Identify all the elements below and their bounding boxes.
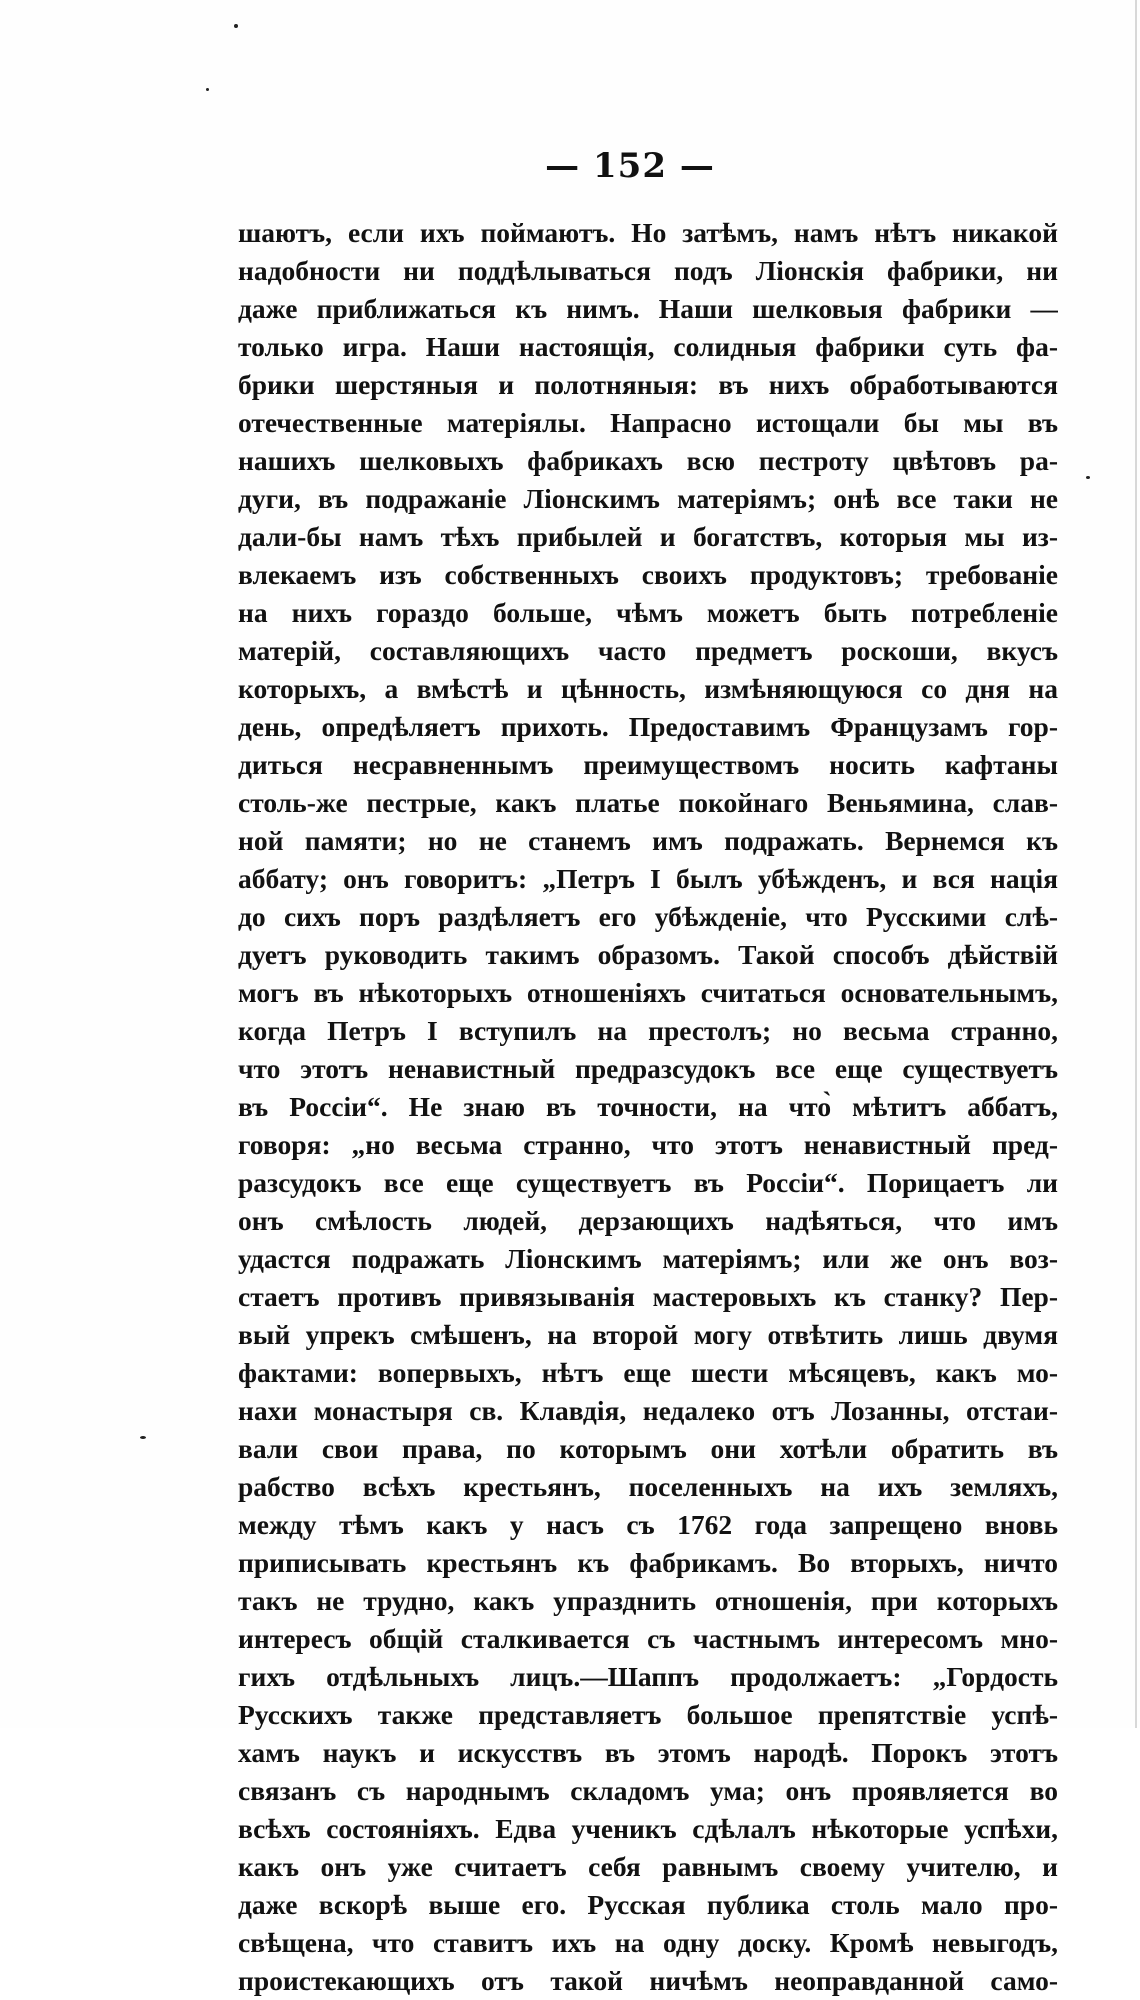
text-line: матерій, составляющихъ часто предметъ роскоши, вкусъ (238, 635, 1058, 666)
text-line: онъ смѣлость людей, дерзающихъ надѣяться, что имъ (238, 1205, 1058, 1236)
text-line: даже приближаться къ нимъ. Наши шелковыя фабрики — (238, 293, 1058, 324)
text-line: могъ въ нѣкоторыхъ отношеніяхъ считаться основательнымъ, (238, 977, 1058, 1008)
text-line: дуетъ руководить такимъ образомъ. Такой способъ дѣйствій (238, 939, 1058, 970)
text-line: даже вскорѣ выше его. Русская публика столь мало про- (238, 1889, 1058, 1920)
text-line: влекаемъ изъ собственныхъ своихъ продуктовъ; требованіе (238, 559, 1058, 590)
text-line: проистекающихъ отъ такой ничѣмъ неоправданной само- (238, 1965, 1058, 1996)
text-line: говоря: „но весьма странно, что этотъ ненавистный пред- (238, 1129, 1058, 1160)
text-line: хамъ наукъ и искусствъ въ этомъ народѣ. Порокъ этотъ (238, 1737, 1058, 1768)
text-line: вали свои права, по которымъ они хотѣли обратить въ (238, 1433, 1058, 1464)
text-line: ной памяти; но не станемъ имъ подражать. Вернемся къ (238, 825, 1058, 856)
text-line: нахи монастыря св. Клавдія, недалеко отъ Лозанны, отстаи- (238, 1395, 1058, 1426)
text-line: что этотъ ненавистный предразсудокъ все еще существуетъ (238, 1053, 1058, 1084)
scan-speck (234, 24, 238, 28)
text-line: дали-бы намъ тѣхъ прибылей и богатствъ, которыя мы из- (238, 521, 1058, 552)
text-line: какъ онъ уже считаетъ себя равнымъ своему учителю, и (238, 1851, 1058, 1882)
text-line: надобности ни поддѣлываться подъ Ліонскія фабрики, ни (238, 255, 1058, 286)
text-line: шаютъ, если ихъ поймаютъ. Но затѣмъ, намъ нѣтъ никакой (238, 217, 1058, 248)
text-line: на нихъ гораздо больше, чѣмъ можетъ быть потребленіе (238, 597, 1058, 628)
text-line: день, опредѣляетъ прихоть. Предоставимъ Французамъ гор- (238, 711, 1058, 742)
text-line: Русскихъ также представляетъ большое препятствіе успѣ- (238, 1699, 1058, 1730)
scan-speck (206, 88, 209, 91)
text-line: фактами: вопервыхъ, нѣтъ еще шести мѣсяцевъ, какъ мо- (238, 1357, 1058, 1388)
text-line: гихъ отдѣльныхъ лицъ.—Шаппъ продолжаетъ: „Гордость (238, 1661, 1058, 1692)
text-line: такъ не трудно, какъ упразднить отношенія, при которыхъ (238, 1585, 1058, 1616)
text-line: брики шерстяныя и полотняныя: въ нихъ обработываются (238, 369, 1058, 400)
text-line: нашихъ шелковыхъ фабрикахъ всю пестроту цвѣтовъ ра- (238, 445, 1058, 476)
text-line: свѣщена, что ставитъ ихъ на одну доску. Кромѣ невыгодъ, (238, 1927, 1058, 1958)
scan-speck (140, 1436, 146, 1439)
text-line: которыхъ, а вмѣстѣ и цѣнность, измѣняющуюся со дня на (238, 673, 1058, 704)
text-line: вый упрекъ смѣшенъ, на второй могу отвѣтить лишь двумя (238, 1319, 1058, 1350)
text-line: удастся подражать Ліонскимъ матеріямъ; или же онъ воз- (238, 1243, 1058, 1274)
page-edge-shadow (1135, 0, 1137, 1728)
text-line: въ Россіи“. Не знаю въ точности, на что̀ мѣтитъ аббатъ, (238, 1091, 1058, 1122)
text-line: диться несравненнымъ преимуществомъ носить кафтаны (238, 749, 1058, 780)
text-line: интересъ общій сталкивается съ частнымъ интересомъ мно- (238, 1623, 1058, 1654)
text-line: аббату; онъ говоритъ: „Петръ I былъ убѣжденъ, и вся нація (238, 863, 1058, 894)
text-line: до сихъ поръ раздѣляетъ его убѣжденіе, что Русскими слѣ- (238, 901, 1058, 932)
text-line: стаетъ противъ привязыванія мастеровыхъ къ станку? Пер- (238, 1281, 1058, 1312)
text-line: разсудокъ все еще существуетъ въ Россіи“. Порицаетъ ли (238, 1167, 1058, 1198)
text-line: приписывать крестьянъ къ фабрикамъ. Во вторыхъ, ничто (238, 1547, 1058, 1578)
text-line: рабство всѣхъ крестьянъ, поселенныхъ на ихъ земляхъ, (238, 1471, 1058, 1502)
text-line: отечественные матеріялы. Напрасно истощали бы мы въ (238, 407, 1058, 438)
text-line: столь-же пестрые, какъ платье покойнаго Веньямина, слав- (238, 787, 1058, 818)
page-number: — 152 — (545, 146, 715, 186)
text-line: между тѣмъ какъ у насъ съ 1762 года запрещено вновь (238, 1509, 1058, 1540)
text-line: всѣхъ состояніяхъ. Едва ученикъ сдѣлалъ нѣкоторые успѣхи, (238, 1813, 1058, 1844)
text-line: связанъ съ народнымъ складомъ ума; онъ проявляется во (238, 1775, 1058, 1806)
scan-speck (1086, 476, 1090, 479)
text-line: только игра. Наши настоящія, солидныя фабрики суть фа- (238, 331, 1058, 362)
body-text (238, 214, 1058, 2000)
text-line: когда Петръ I вступилъ на престолъ; но весьма странно, (238, 1015, 1058, 1046)
text-line: дуги, въ подражаніе Ліонскимъ матеріямъ; онѣ все таки не (238, 483, 1058, 514)
